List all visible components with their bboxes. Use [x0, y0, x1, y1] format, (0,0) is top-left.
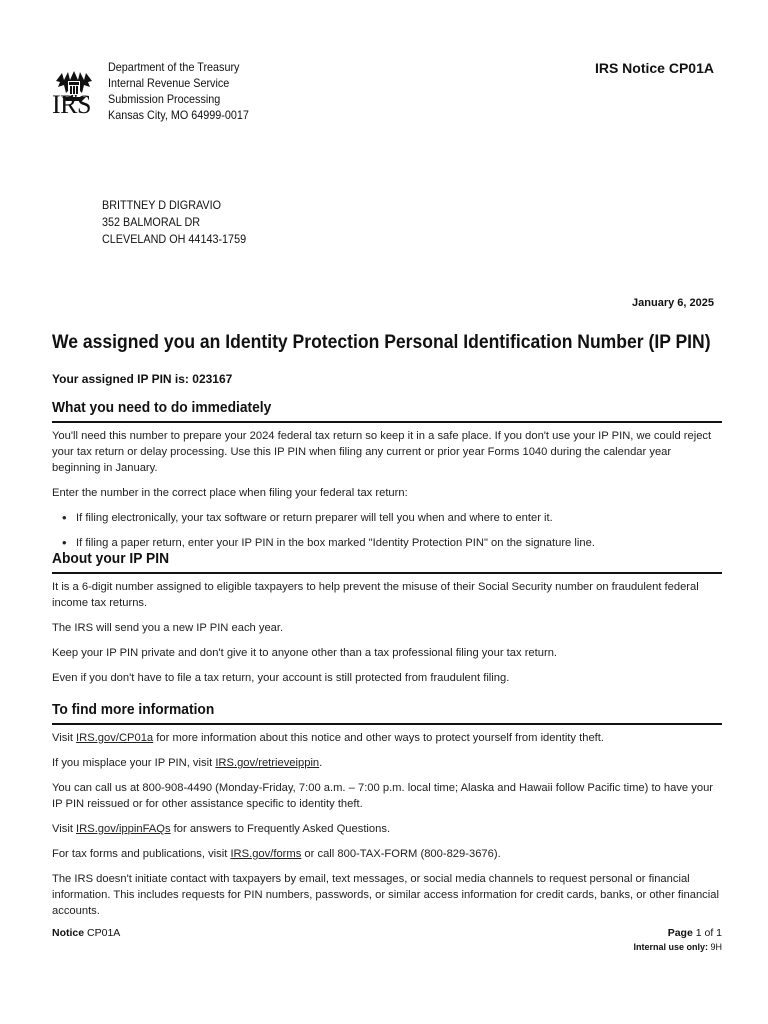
agency-line: Department of the Treasury	[108, 60, 240, 74]
page-value: 1 of 1	[695, 927, 722, 939]
section-about-pin	[52, 549, 722, 686]
pin-value: 023167	[192, 372, 233, 386]
page-title: We assigned you an Identity Protection Personal Identification Number (IP PIN)	[52, 331, 711, 353]
internal-value: 9H	[710, 942, 722, 952]
paragraph	[52, 755, 722, 771]
notice-date: January 6, 2025	[632, 297, 714, 309]
agency-line: Submission Processing	[108, 92, 221, 106]
paragraph: It is a 6-digit number assigned to eligible taxpayers to help prevent the misuse of their Social Security number on fraudulent federal income tax returns.	[52, 581, 699, 609]
paragraph: Enter the number in the correct place when filing your federal tax return:	[52, 487, 408, 499]
paragraph: You can call us at 800-908-4490 (Monday-Friday, 7:00 a.m. – 7:00 p.m. local time; Alaska and Hawaii follow Pacific time) to have your IP PIN reissued or for other assistance specific to identity theft.	[52, 782, 714, 810]
link-forms[interactable]: IRS.gov/forms	[230, 848, 302, 860]
recipient-address	[102, 197, 246, 248]
paragraph	[52, 730, 722, 746]
link-ippin-faqs[interactable]: IRS.gov/ippinFAQs	[76, 823, 171, 835]
link-retrieve-ippin[interactable]: IRS.gov/retrieveippin	[215, 757, 320, 769]
text: .	[319, 757, 323, 769]
footer-notice-label: Notice	[52, 927, 85, 939]
agency-line: Kansas City, MO 64999-0017	[108, 108, 249, 122]
text: Visit	[52, 823, 77, 835]
section-heading: About your IP PIN	[52, 550, 170, 567]
section-divider	[52, 421, 722, 423]
text: For tax forms and publications, visit	[52, 848, 231, 860]
paragraph: You'll need this number to prepare your 2024 federal tax return so keep it in a safe place. If you don't use your IP PIN, we could reject your tax return or delay processing. Use this IP PIN when filing any current or prior year Forms 1040 during the calendar year beginning in January.	[52, 430, 712, 474]
section-divider	[52, 723, 722, 725]
paragraph: The IRS will send you a new IP PIN each year.	[52, 622, 284, 634]
paragraph: The IRS doesn't initiate contact with taxpayers by email, text messages, or social media channels to request personal or financial information. This includes requests for PIN numbers, passwords, or similar access information for credit cards, banks, or other financial accounts.	[52, 873, 719, 917]
notice-id: IRS Notice CP01A	[594, 60, 714, 76]
recipient-street: 352 BALMORAL DR	[102, 215, 201, 229]
agency-line: Internal Revenue Service	[108, 76, 230, 90]
internal-label: Internal use only:	[633, 942, 708, 952]
section-divider	[52, 572, 722, 574]
paragraph: Even if you don't have to file a tax return, your account is still protected from fraudulent filing.	[52, 672, 510, 684]
recipient-name: BRITTNEY D DIGRAVIO	[102, 198, 222, 212]
pin-label: Your assigned IP PIN is:	[52, 372, 193, 386]
paragraph	[52, 821, 722, 837]
footer-notice	[52, 927, 120, 939]
page-label: Page	[667, 927, 693, 939]
footer-page-info	[633, 926, 722, 954]
bullet-list	[52, 510, 722, 551]
paragraph	[52, 846, 722, 862]
text: Visit	[52, 732, 77, 744]
section-what-to-do	[52, 398, 722, 551]
list-item: • If filing a paper return, enter your IP PIN in the box marked "Identity Protection PIN" on the signature line.	[52, 535, 722, 551]
section-heading: What you need to do immediately	[52, 399, 272, 416]
recipient-city: CLEVELAND OH 44143-1759	[102, 232, 247, 246]
text: If you misplace your IP PIN, visit	[52, 757, 216, 769]
paragraph: Keep your IP PIN private and don't give it to anyone other than a tax professional filing your tax return.	[52, 647, 558, 659]
list-item: • If filing electronically, your tax software or return preparer will tell you when and where to enter it.	[52, 510, 722, 526]
section-heading: To find more information	[52, 701, 215, 718]
link-cp01a[interactable]: IRS.gov/CP01a	[76, 732, 154, 744]
footer-notice-value: CP01A	[87, 927, 121, 939]
section-more-info	[52, 700, 722, 919]
text: for more information about this notice and other ways to protect yourself from identity theft.	[153, 732, 604, 744]
agency-address	[108, 59, 249, 123]
text: for answers to Frequently Asked Questions.	[170, 823, 391, 835]
irs-logo-text: IRS	[52, 90, 91, 119]
assigned-pin	[52, 372, 232, 386]
text: or call 800-TAX-FORM (800-829-3676).	[301, 848, 501, 860]
